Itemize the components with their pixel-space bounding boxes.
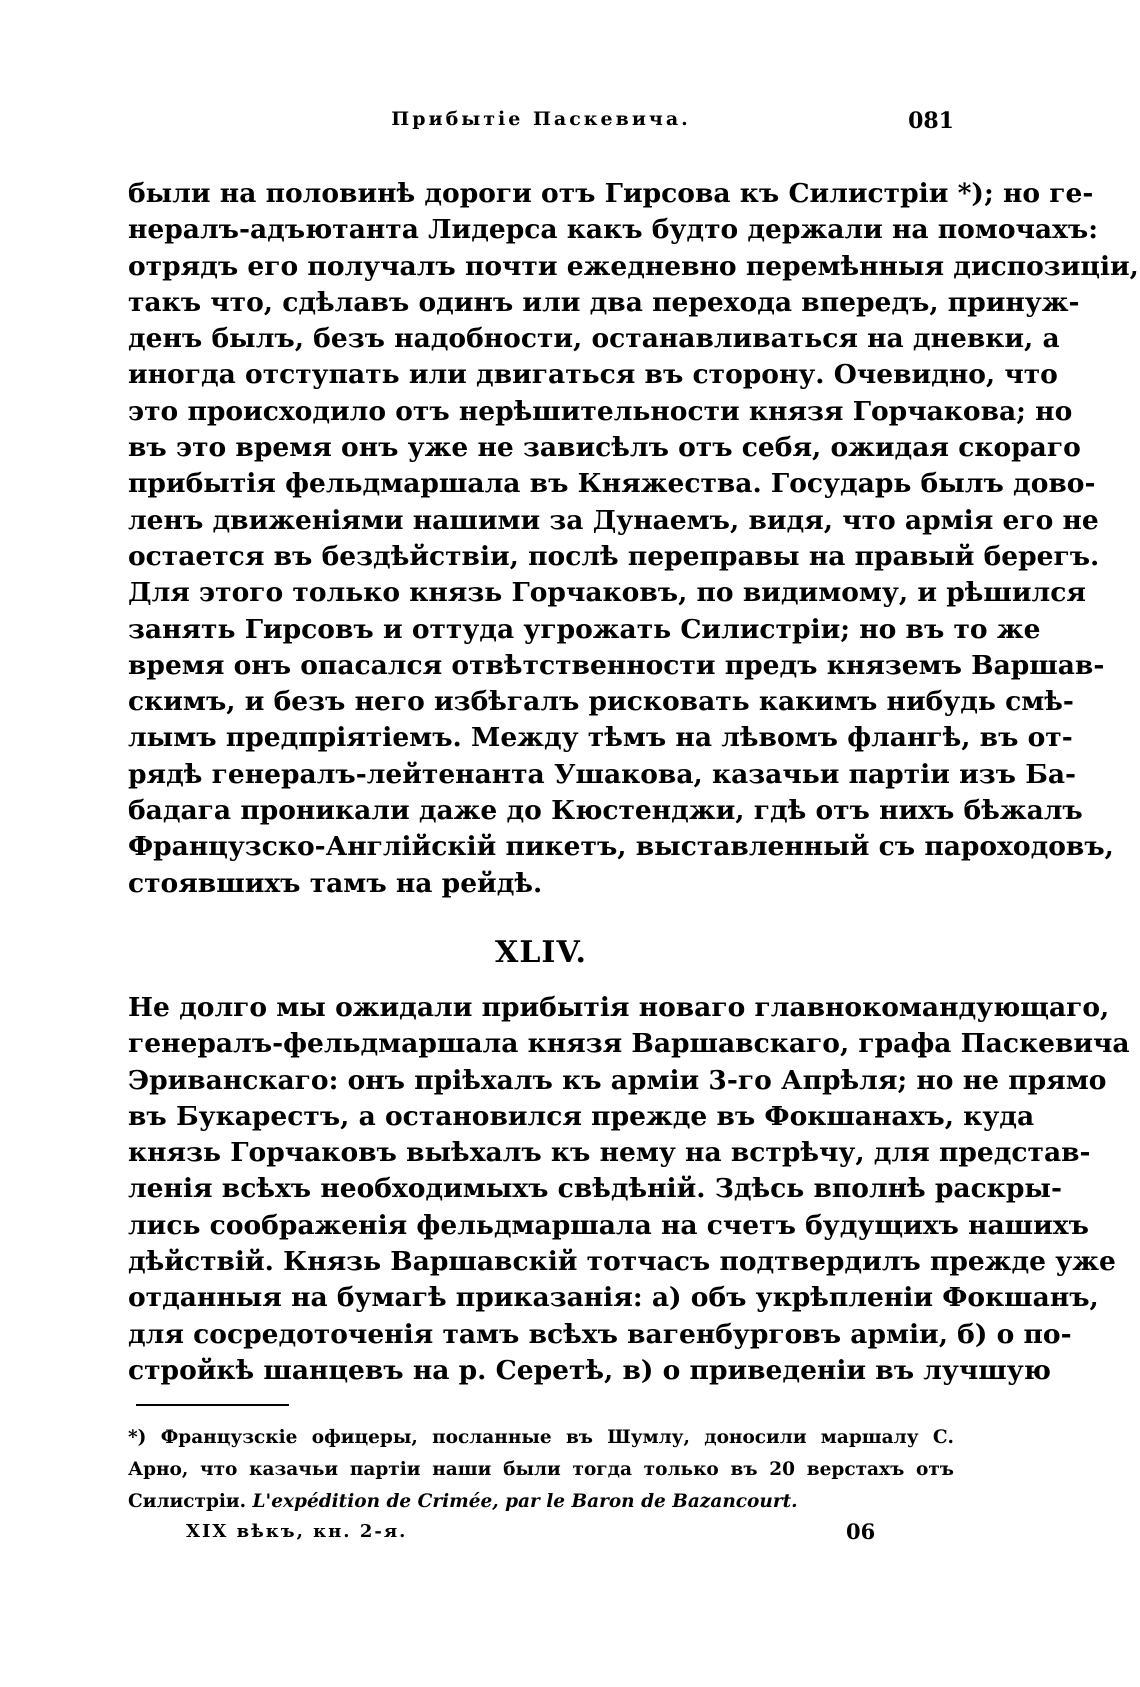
text-line: дѣйствій. Князь Варшавскій тотчасъ подтвердилъ прежде уже <box>128 1246 1116 1278</box>
text-line: Эриванскаго: онъ пріѣхалъ къ арміи 3-го Апрѣля; но не прямо <box>128 1064 1107 1096</box>
text-line: скимъ, и безъ него избѣгалъ рисковать какимъ нибудь смѣ- <box>128 686 1074 718</box>
text-line: рядѣ генералъ-лейтенанта Ушакова, казачьи партіи изъ Ба- <box>128 758 1077 790</box>
text-line: Для этого только князь Горчаковъ, по видимому, и рѣшился <box>128 577 1086 609</box>
text-line: стоявшихъ тамъ на рейдѣ. <box>128 867 543 899</box>
page-header <box>128 108 954 148</box>
text-line: это происходило отъ нерѣшительности князя Горчакова; но <box>128 395 1073 427</box>
text-line: иногда отступать или двигаться въ сторону. Очевидно, что <box>128 359 1058 391</box>
text-line: остается въ бездѣйствіи, послѣ переправы на правый берегъ. <box>128 540 1100 572</box>
page-number: 081 <box>908 108 954 134</box>
text-line: отрядъ его получалъ почти ежедневно перемѣнныя диспозиціи, <box>128 250 1139 282</box>
text-line: занять Гирсовъ и оттуда угрожать Силистріи; но въ то же <box>128 613 1041 645</box>
text-line: для сосредоточенія тамъ всѣхъ вагенбурговъ арміи, б) о по- <box>128 1318 1072 1350</box>
text-line: отданныя на бумагѣ приказанія: а) объ укрѣпленіи Фокшанъ, <box>128 1282 1099 1314</box>
text-line: въ это время онъ уже не зависѣлъ отъ себя, ожидая скораго <box>128 432 1081 464</box>
text-line: такъ что, сдѣлавъ одинъ или два перехода впередъ, принуж- <box>128 286 1080 318</box>
running-head: Прибытіе Паскевича. <box>391 108 691 130</box>
footnote-prefix: Силистріи. <box>128 1491 247 1512</box>
text-line: лись соображенія фельдмаршала на счетъ будущихъ нашихъ <box>128 1209 1089 1241</box>
signature-mark: 06 <box>846 1519 876 1544</box>
text-line: стройкѣ шанцевъ на р. Серетѣ, в) о приведеніи въ лучшую <box>128 1354 1051 1386</box>
text-line: Французско-Англійскій пикетъ, выставленный съ пароходовъ, <box>128 831 1114 863</box>
text-line: бадага проникали даже до Кюстенджи, гдѣ отъ нихъ бѣжалъ <box>128 795 1083 827</box>
text-line: были на половинѣ дороги отъ Гирсова къ Силистріи *); но ге- <box>128 178 1094 209</box>
citation-title: L'expédition de Crimée, par le Baron de Bazancourt. <box>252 1491 798 1512</box>
section-heading: XLIV. <box>495 935 587 970</box>
text-line: ленія всѣхъ необходимыхъ свѣдѣній. Здѣсь вполнѣ раскры- <box>128 1173 1062 1205</box>
paragraph-2 <box>128 990 1130 1389</box>
text-line: нералъ-адъютанта Лидерса какъ будто держали на помочахъ: <box>128 214 1098 246</box>
footnote-citation-line <box>128 1486 954 1518</box>
text-line: прибытія фельдмаршала въ Княжества. Государь былъ дово- <box>128 468 1096 500</box>
text-line: князь Горчаковъ выѣхалъ къ нему на встрѣчу, для представ- <box>128 1137 1091 1169</box>
text-line: генералъ-фельдмаршала князя Варшавскаго, графа Паскевича <box>128 1028 1130 1060</box>
footnote-rule <box>136 1404 289 1406</box>
footnote-line: *) Французскіе офицеры, посланные въ Шумлу, доносили маршалу С. <box>128 1427 954 1448</box>
text-line: денъ былъ, безъ надобности, останавливаться на дневки, а <box>128 323 1060 355</box>
text-line: въ Букарестъ, а остановился прежде въ Фокшанахъ, куда <box>128 1100 1035 1132</box>
text-line: время онъ опасался отвѣтственности предъ княземъ Варшав- <box>128 649 1105 681</box>
footnote-line: Арно, что казачьи партіи наши были тогда только въ 20 верстахъ отъ <box>128 1459 954 1480</box>
footnote <box>128 1422 954 1518</box>
paragraph-1 <box>128 176 1139 902</box>
signature-label: XIX вѣкъ, кн. 2-я. <box>186 1521 408 1542</box>
text-line: ленъ движеніями нашими за Дунаемъ, видя, что армія его не <box>128 504 1099 536</box>
text-line: лымъ предпріятіемъ. Между тѣмъ на лѣвомъ флангѣ, въ от- <box>128 722 1073 754</box>
text-line: Не долго мы ожидали прибытія новаго главнокомандующаго, <box>128 992 1110 1023</box>
